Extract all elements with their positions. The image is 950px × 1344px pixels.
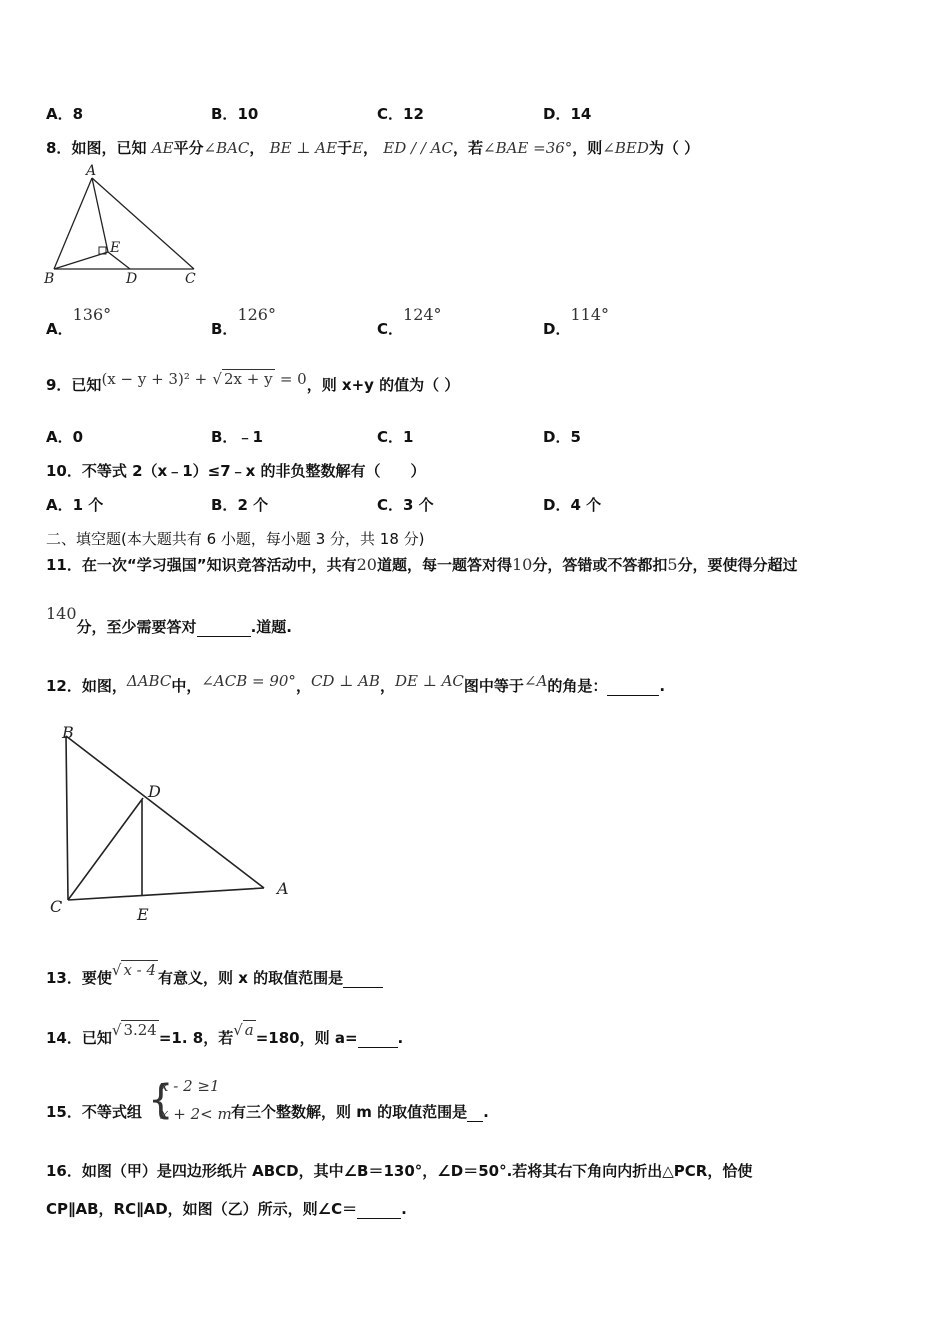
q8-figure — [40, 162, 210, 294]
q16-answer-blank[interactable] — [357, 1204, 401, 1219]
q15-inequality-2: x + 2< m — [160, 1105, 232, 1123]
q12-figure — [44, 720, 304, 926]
q9-option-c: C．1 — [377, 428, 414, 446]
q12-answer-blank[interactable] — [607, 681, 659, 696]
q8-segment-ab — [54, 178, 92, 269]
q13-answer-blank[interactable] — [343, 973, 383, 988]
q12-stem: 12．如图，ΔABC中，∠ACB = 90°，CD ⊥ AB，DE ⊥ AC图中等于∠A的角是： . — [46, 672, 666, 695]
q13-stem: 13．要使√ x - 4 有意义，则 x 的取值范围是 — [46, 967, 383, 988]
q7-option-a: A．8 — [46, 105, 84, 123]
q11-answer-blank[interactable] — [197, 622, 251, 637]
q11-stem-line1: 11．在一次“学习强国”知识竞答活动中，共有20道题，每一题答对得10分，答错或不答都扣5分，要使得分超过 — [46, 555, 798, 574]
q7-option-d: D．14 — [543, 105, 592, 123]
q7-option-c: C．12 — [377, 105, 424, 123]
q9-option-b: B．﹣1 — [211, 428, 263, 446]
q15-stem: 有三个整数解，则 m 的取值范围是 . — [231, 1103, 489, 1121]
q9-option-d: D．5 — [543, 428, 581, 446]
q15-answer-blank[interactable] — [467, 1107, 483, 1122]
q9-stem: 9．已知(x − y + 3)² + √ 2x + y = 0，则 x+y 的值为（ ） — [46, 370, 460, 394]
q14-stem: 14．已知√ 3.24 =1. 8，若√ a =180，则 a= . — [46, 1021, 404, 1047]
q8-label-b: B — [44, 271, 55, 287]
q10-stem: 10．不等式 2（x﹣1）≤7﹣x 的非负整数解有（ ） — [46, 462, 426, 480]
q8-stem: 8．如图，已知 AE平分∠BAC， BE ⊥ AE于E， ED / / AC，若∠BAE =36°，则∠BED为（ ） — [46, 139, 700, 157]
q8-label-e: E — [110, 240, 121, 256]
q8-option-b: B．126° — [211, 305, 276, 338]
q10-option-d: D．4 个 — [543, 496, 602, 514]
section-heading: 二、填空题(本大题共有 6 小题，每小题 3 分，共 18 分) — [46, 530, 425, 548]
q8-option-c: C．124° — [377, 305, 442, 338]
q12-label-a: A — [277, 879, 289, 898]
q15-label: 15．不等式组 — [46, 1103, 142, 1121]
q12-segment-ba — [66, 736, 264, 888]
q14-answer-blank[interactable] — [358, 1033, 398, 1048]
q8-option-d: D．114° — [543, 305, 609, 338]
q15-inequality-1: x - 2 ≥1 — [160, 1077, 220, 1095]
q10-option-a: A．1 个 — [46, 496, 104, 514]
q12-label-d: D — [148, 782, 161, 801]
q16-stem-line2: CP∥AB，RC∥AD，如图（乙）所示，则∠C＝ . — [46, 1200, 407, 1218]
q12-label-e: E — [137, 905, 149, 924]
q8-option-a: A．136° — [46, 305, 112, 338]
q8-label-c: C — [185, 271, 196, 287]
q8-label-d: D — [126, 271, 138, 287]
q12-segment-ca — [68, 888, 264, 900]
q16-stem-line1: 16．如图（甲）是四边形纸片 ABCD，其中∠B＝130°，∠D＝50°.若将其右下角向内折出△PCR，恰使 — [46, 1162, 753, 1180]
q10-option-b: B．2 个 — [211, 496, 269, 514]
q12-label-c: C — [50, 897, 63, 916]
q12-segment-cd — [68, 798, 143, 900]
q10-option-c: C．3 个 — [377, 496, 434, 514]
q11-stem-line2: 140分，至少需要答对 .道题. — [46, 604, 292, 636]
q15-brace: { — [148, 1077, 174, 1123]
q8-label-a: A — [86, 163, 97, 179]
q8-segment-ae — [92, 178, 108, 252]
q12-segment-bc — [66, 736, 68, 900]
q8-segment-ac — [92, 178, 194, 269]
q8-segment-be — [54, 252, 108, 269]
q7-option-b: B．10 — [211, 105, 259, 123]
q9-option-a: A．0 — [46, 428, 84, 446]
q12-label-b: B — [62, 723, 74, 742]
